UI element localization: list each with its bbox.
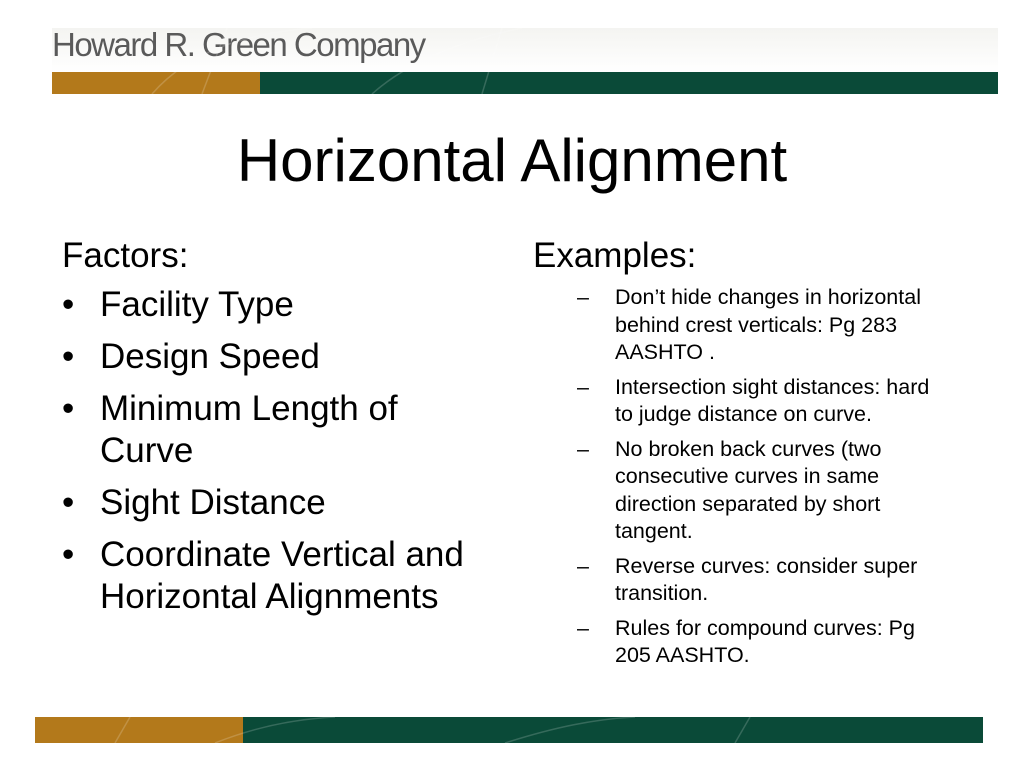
example-text: Intersection sight distances: hard to judge distance on curve. [615, 374, 930, 426]
example-item [533, 436, 953, 546]
example-text: Don’t hide changes in horizontal behind crest verticals: Pg 283 AASHTO . [615, 285, 921, 364]
factor-text: Coordinate Vertical and Horizontal Alignments [100, 535, 464, 616]
factor-item [62, 388, 482, 472]
factor-item [62, 336, 482, 378]
factor-item [62, 482, 482, 524]
factor-item [62, 534, 482, 618]
bullet-glyph: • [62, 483, 75, 522]
examples-column [533, 236, 953, 677]
factor-text: Sight Distance [100, 483, 326, 522]
header-decoration [52, 28, 998, 94]
example-item [533, 374, 953, 429]
factor-text: Facility Type [100, 285, 294, 324]
factor-text: Minimum Length of Curve [100, 389, 398, 470]
bullet-glyph: • [62, 535, 75, 574]
bullet-glyph: • [62, 337, 75, 376]
dash-glyph: – [577, 374, 589, 399]
footer-decoration [35, 717, 983, 743]
slide-title: Horizontal Alignment [236, 127, 788, 194]
example-item [533, 553, 953, 608]
factor-text: Design Speed [100, 337, 320, 376]
example-text: Reverse curves: consider super transition. [615, 553, 918, 605]
company-logo-text: Howard R. Green Company [52, 26, 425, 63]
dash-glyph: – [577, 553, 589, 578]
dash-glyph: – [577, 436, 589, 461]
examples-heading: Examples: [533, 236, 697, 275]
dash-glyph: – [577, 615, 589, 640]
example-text: Rules for compound curves: Pg 205 AASHTO. [615, 615, 915, 667]
factors-column [62, 236, 482, 628]
bullet-glyph: • [62, 389, 75, 428]
dash-glyph: – [577, 285, 589, 309]
factors-list [62, 284, 482, 618]
example-item [533, 615, 953, 670]
bullet-glyph: • [62, 285, 75, 324]
factors-heading: Factors: [62, 236, 189, 275]
examples-list [533, 284, 953, 670]
example-text: No broken back curves (two consecutive curves in same direction separated by short tangent. [615, 436, 882, 543]
example-item [533, 284, 953, 367]
factor-item [62, 284, 482, 326]
